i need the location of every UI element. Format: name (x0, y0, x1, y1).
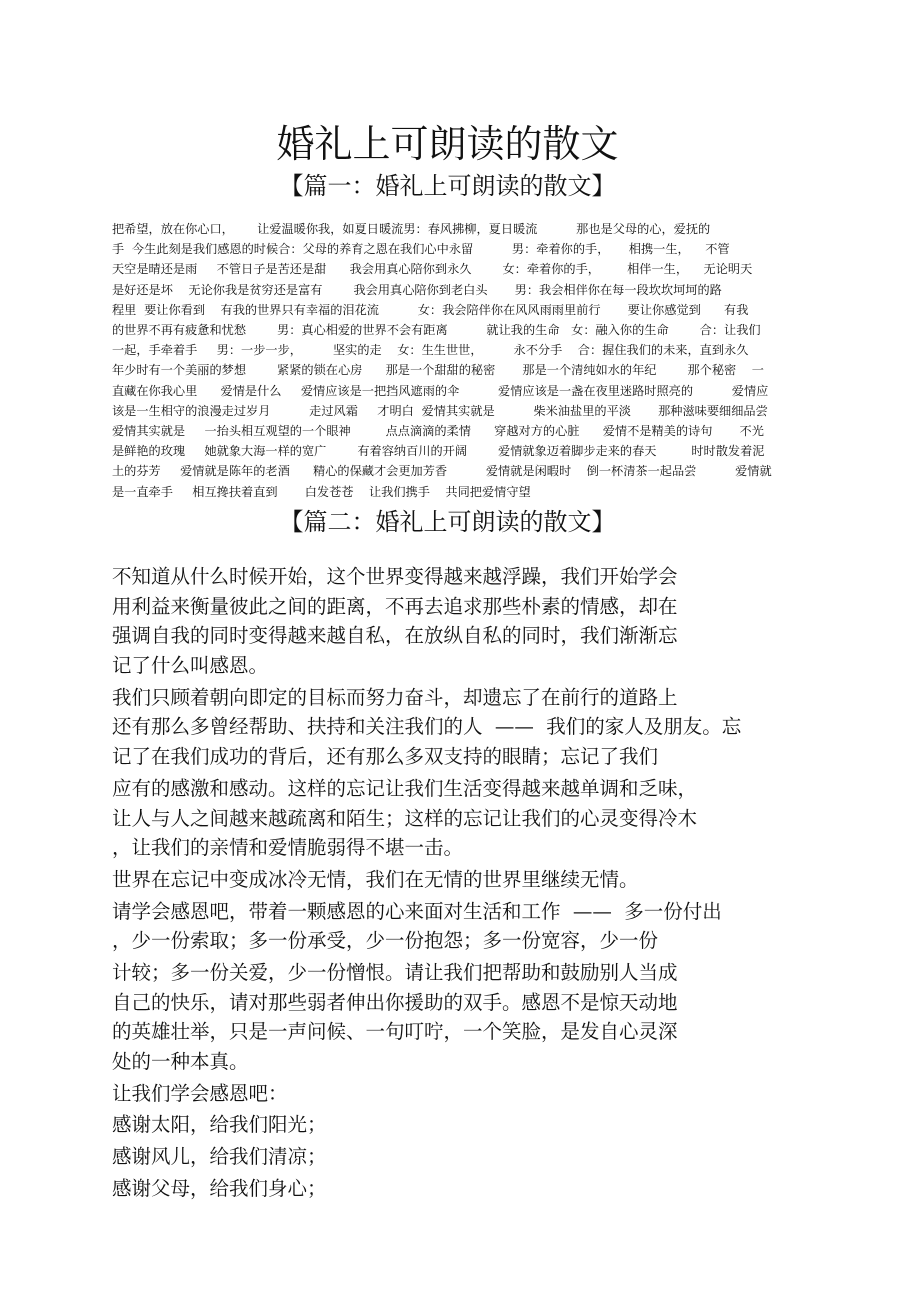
text-line: 是一直牵手 相互搀扶着直到 白发苍苍 让我们携手 共同把爱情守望 (112, 484, 531, 499)
text-line: 程里 要让你看到 有我的世界只有幸福的泪花流 女：我会陪伴你在风风雨雨里前行 要让你感觉到 有我 (112, 302, 749, 317)
text-line: 世界在忘记中变成冰冷无情，我们在无情的世界里继续无情。 (112, 867, 639, 891)
text-line: 让人与人之间越来越疏离和陌生；这样的忘记让我们的心灵变得冷木 (112, 806, 698, 830)
text-line: 一起，手牵着手 男：一步一步， 坚实的走 女：生生世世， 永不分手 合：握住我们的未来，直到永久 (112, 343, 749, 358)
text-line: ，让我们的亲情和爱情脆弱得不堪一击。 (112, 836, 464, 860)
text-line: 请学会感恩吧，带着一颗感恩的心来面对生活和工作 —— 多一份付出 (112, 899, 722, 923)
section1-body (112, 219, 812, 502)
text-line: 感谢太阳，给我们阳光； (112, 1113, 327, 1137)
text-line: 年少时有一个美丽的梦想 紧紧的锁在心房 那是一个甜甜的秘密 那是一个清纯如水的年纪 那个秘密 一 (112, 363, 764, 378)
text-line: 土的芬芳 爱情就是陈年的老酒 精心的保藏才会更加芳香 爱情就是闲暇时 倒一杯清茶一起品尝 爱情就 (112, 464, 772, 479)
text-line: 计较；多一份关爱，少一份憎恨。请让我们把帮助和鼓励别人当成 (112, 960, 678, 984)
text-line: 强调自我的同时变得越来越自私，在放纵自私的同时，我们渐渐忘 (112, 624, 678, 648)
section2-heading: 【篇二：婚礼上可朗读的散文】 (279, 508, 616, 536)
text-line: 用利益来衡量彼此之间的距离，不再去追求那些朴素的情感，却在 (112, 594, 678, 618)
text-line: 记了什么叫感恩。 (112, 654, 269, 678)
text-line: 直藏在你我心里 爱情是什么 爱情应该是一把挡风遮雨的伞 爱情应该是一盏在夜里迷路时照亮的 爱情应 (112, 383, 769, 398)
text-line: 的英雄壮举，只是一声问候、一句叮咛，一个笑脸，是发自心灵深 (112, 1020, 678, 1044)
document-title: 婚礼上可朗读的散文 (276, 122, 619, 166)
text-line: 爱情其实就是 一抬头相互观望的一个眼神 点点滴滴的柔情 穿越对方的心脏 爱情不是精美的诗句 不光 (112, 424, 764, 439)
text-line: 天空是晴还是雨 不管日子是苦还是甜 我会用真心陪你到永久 女：牵着你的手， 相伴一生， 无论明天 (112, 262, 753, 277)
text-line: 感谢风儿，给我们清凉； (112, 1145, 327, 1169)
text-line: 手 今生此刻是我们感恩的时候合：父母的养育之恩在我们心中永留 男：牵着你的手， 相携一生， 不管 (112, 242, 730, 257)
section2-body (112, 562, 792, 1203)
text-line: 记了在我们成功的背后，还有那么多双支持的眼睛；忘记了我们 (112, 745, 659, 769)
text-line: 处的一种本真。 (112, 1050, 249, 1073)
text-line: 把希望，放在你心口， 让爱温暖你我，如夏日暖流男：春风拂柳，夏日暖流 那也是父母的心，爱抚的 (112, 222, 711, 236)
text-line: 的世界不再有疲惫和忧愁 男：真心相爱的世界不会有距离 就让我的生命 女：融入你的生命 合：让我们 (112, 323, 761, 338)
section1-heading: 【篇一：婚礼上可朗读的散文】 (279, 172, 616, 200)
text-line: 应有的感激和感动。这样的忘记让我们生活变得越来越单调和乏味， (112, 776, 698, 800)
text-line: 自己的快乐，请对那些弱者伸出你援助的双手。感恩不是惊天动地 (112, 990, 678, 1014)
text-line: ，少一份索取；多一份承受，少一份抱怨；多一份宽容，少一份 (112, 929, 659, 953)
text-line: 感谢父母，给我们身心； (112, 1176, 327, 1200)
text-line: 不知道从什么时候开始，这个世界变得越来越浮躁，我们开始学会 (112, 565, 678, 588)
text-line: 还有那么多曾经帮助、扶持和关注我们的人 —— 我们的家人及朋友。忘 (112, 715, 742, 739)
text-line: 是好还是坏 无论你我是贫穷还是富有 我会用真心陪你到老白头 男：我会相伴你在每一段坎坎坷坷的路 (112, 282, 722, 297)
text-line: 让我们学会感恩吧： (112, 1081, 288, 1105)
text-line: 该是一生相守的浪漫走过岁月 走过风霜 才明白 爱情其实就是 柴米油盐里的平淡 那种滋味要细细品尝 (112, 403, 768, 418)
text-line: 是鲜艳的玫瑰 她就象大海一样的宽广 有着容纳百川的开阔 爱情就象迈着脚步走来的春天 时时散发着泥 (112, 444, 765, 459)
text-line: 我们只顾着朝向即定的目标而努力奋斗，却遗忘了在前行的道路上 (112, 685, 678, 709)
